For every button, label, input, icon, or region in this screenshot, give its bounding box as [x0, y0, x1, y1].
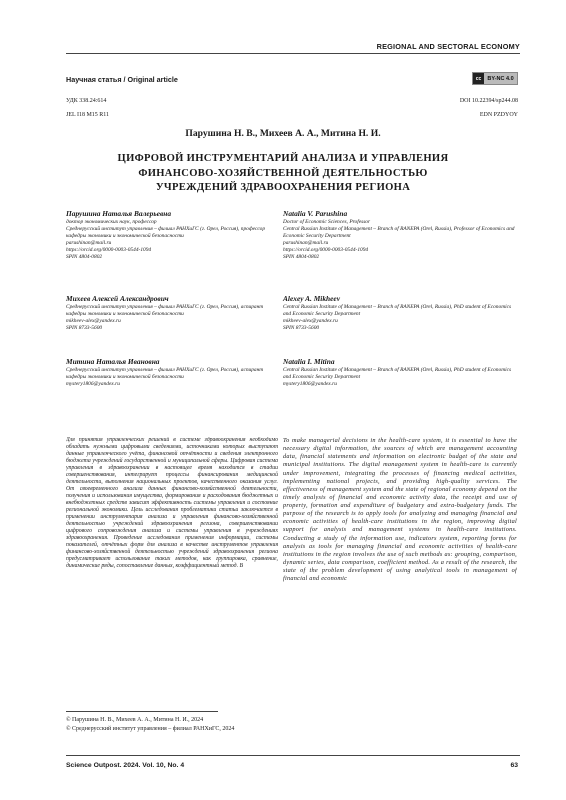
journal-citation: Science Outpost. 2024. Vol. 10, No. 4 — [66, 762, 185, 769]
author-affiliation: Central Russian Institute of Management – Branch of RANEPA (Orel, Russia), PhD student of Economics and Economic Security Department — [283, 304, 512, 317]
header-divider — [66, 53, 520, 54]
author-name: Natalia I. Mitina — [283, 357, 335, 366]
author-name: Alexey A. Mikheev — [283, 294, 340, 303]
article-title — [60, 152, 506, 196]
author-block-en — [283, 294, 517, 332]
title-line: УЧРЕЖДЕНИЙ ЗДРАВООХРАНЕНИЯ РЕГИОНА — [155, 182, 411, 193]
author-block-en — [283, 357, 517, 388]
author-block-ru — [66, 357, 278, 388]
author-name: Парушина Наталья Валерьевна — [66, 209, 172, 218]
edn-code: EDN PZDYOY — [479, 112, 518, 118]
author-block-ru — [66, 209, 278, 260]
copyright-authors: © Парушина Н. В., Михеев А. А., Митина Н. И., 2024 — [66, 717, 204, 723]
article-type: Научная статья / Original article — [66, 75, 178, 84]
author-block-en — [283, 209, 517, 260]
section-header: REGIONAL AND SECTORAL ECONOMY — [376, 42, 520, 51]
author-affiliation: Среднерусский институт управления – филиал РАНХиГС (г. Орел, Россия), аспирант кафедры экономики и экономической безопасности — [66, 367, 264, 380]
page-number: 63 — [510, 762, 518, 769]
authors-line: Парушина Н. В., Михеев А. А., Митина Н. И. — [185, 128, 381, 139]
author-email[interactable]: parushinan@mail.ru — [66, 239, 112, 246]
author-affiliation: Среднерусский институт управления – филиал РАНХиГС (г. Орел, Россия), аспирант кафедры экономики и экономической безопасности — [66, 304, 264, 317]
author-email[interactable]: mystery1806@yandex.ru — [66, 380, 120, 387]
footer-divider — [66, 755, 520, 756]
author-spin: SPIN 4804-0802 — [283, 253, 320, 260]
copyright-divider — [66, 711, 218, 712]
author-name: Митина Наталья Ивановна — [66, 357, 160, 366]
udc-code: УДК 338.24:614 — [66, 98, 107, 104]
author-affiliation: Central Russian Institute of Management – Branch of RANEPA (Orel, Russia), Professor of Economics and Economic Security Department — [283, 225, 515, 239]
author-block-ru — [66, 294, 278, 332]
author-email[interactable]: mikheev-alex@yandex.ru — [283, 317, 338, 324]
author-email[interactable]: parushinan@mail.ru — [283, 239, 329, 246]
author-spin: SPIN 8733-5600 — [283, 324, 320, 331]
doi[interactable]: DOI 10.22394/sp244.08 — [459, 98, 518, 104]
author-email[interactable]: mikheev-alex@yandex.ru — [66, 317, 121, 324]
author-affiliation: Central Russian Institute of Management – Branch of RANEPA (Orel, Russia), PhD student of Economics and Economic Security Department — [283, 367, 512, 380]
cc-icon: cc — [473, 73, 484, 84]
license-badge[interactable] — [472, 72, 518, 85]
title-line: ЦИФРОВОЙ ИНСТРУМЕНТАРИЙ АНАЛИЗА И УПРАВЛЕНИЯ — [117, 153, 449, 164]
abstract-en: To make managerial decisions in the health-care system, it is essential to have the necessary digital information, the sources of which are management accounting data, financial statements and information on electronic budget of the state and municipal institutions. The digital management system in health-care is currently under improvement, integrating the processes of financing medical activities, implementing national projects, and providing high-quality services. The effectiveness of management system and the state of regional economy depend on the timely analysis of financial and economic activity data, the receipt and use of property, formation and expenditure of budgetary and extra-budgetary funds. The purpose of the research is to apply tools for analyzing and managing financial and economic activities of health-care institutions in the region, improving digital support for analysis and management systems in health-care institutions. Conducting a study of the information use, indicators system, reporting forms for analysis as tools for managing financial and economic activities of health-care institutions in the region involves the use of such methods as: grouping, comparison, dynamic series, data comparison, coefficient method. As a result of the research, the state of the problem development of using analytical tools in management of financial and economic — [283, 437, 517, 583]
author-name: Михеев Алексей Александрович — [66, 294, 169, 303]
title-line: ФИНАНСОВО-ХОЗЯЙСТВЕННОЙ ДЕЯТЕЛЬНОСТЬЮ — [138, 167, 428, 179]
jel-codes: JEL I18 M15 R11 — [66, 112, 110, 118]
license-label: BY-NC 4.0 — [484, 73, 517, 84]
copyright-institute: © Среднерусский институт управления – филиал РАНХиГС, 2024 — [66, 726, 235, 732]
abstract-ru: Для принятия управленческих решений в системе здравоохранения необходимо обладать нужными цифровыми сведениями, источниками которых выступают данные управленческого учёта, финансовой отчётности и сведения электронного бюджета учреждений государственной и муниципальной сферы. Цифровая система управления в здравоохранении в настоящее время находится в стадии совершенствования, интегрирует процессы финансирования медицинской деятельности, выполнения национальных проектов, качественного оказания услуг. От своевременного анализа данных финансово-хозяйственной деятельности, получения и использования имущества, формирования и расходования бюджетных и внебюджетных средств зависит эффективность системы управления и состояние региональной экономики. Цель исследования проблематики статьи заключается в применении инструментария анализа и управления финансово-хозяйственной деятельностью учреждений здравоохранения региона, совершенствовании цифрового сопровождения анализа и системы управления в учреждениях здравоохранения. Проведение исследования применения информации, системы показателей, отчётных форм для анализа в качестве инструментов управления финансово-хозяйственной деятельностью учреждений здравоохранения региона предусматривает использование таких методов, как группировка, сравнение, динамические ряды, сопоставление данных, коэффициентный метод. В — [66, 437, 278, 569]
author-name: Natalia V. Parushina — [283, 209, 348, 218]
author-degree: доктор экономических наук, профессор — [66, 219, 157, 225]
author-orcid[interactable]: https://orcid.org/0000-0003-0544-1094 — [66, 246, 152, 253]
author-affiliation: Среднерусский институт управления – филиал РАНХиГС (г. Орел, Россия), профессор кафедры экономики и экономической безопасности — [66, 225, 266, 239]
author-email[interactable]: mystery1806@yandex.ru — [283, 380, 337, 387]
author-orcid[interactable]: https://orcid.org/0000-0003-0544-1094 — [283, 246, 369, 253]
author-spin: SPIN 8733-5600 — [66, 324, 103, 331]
author-degree: Doctor of Economic Sciences, Professor — [283, 219, 371, 225]
author-spin: SPIN 4804-0802 — [66, 253, 103, 260]
